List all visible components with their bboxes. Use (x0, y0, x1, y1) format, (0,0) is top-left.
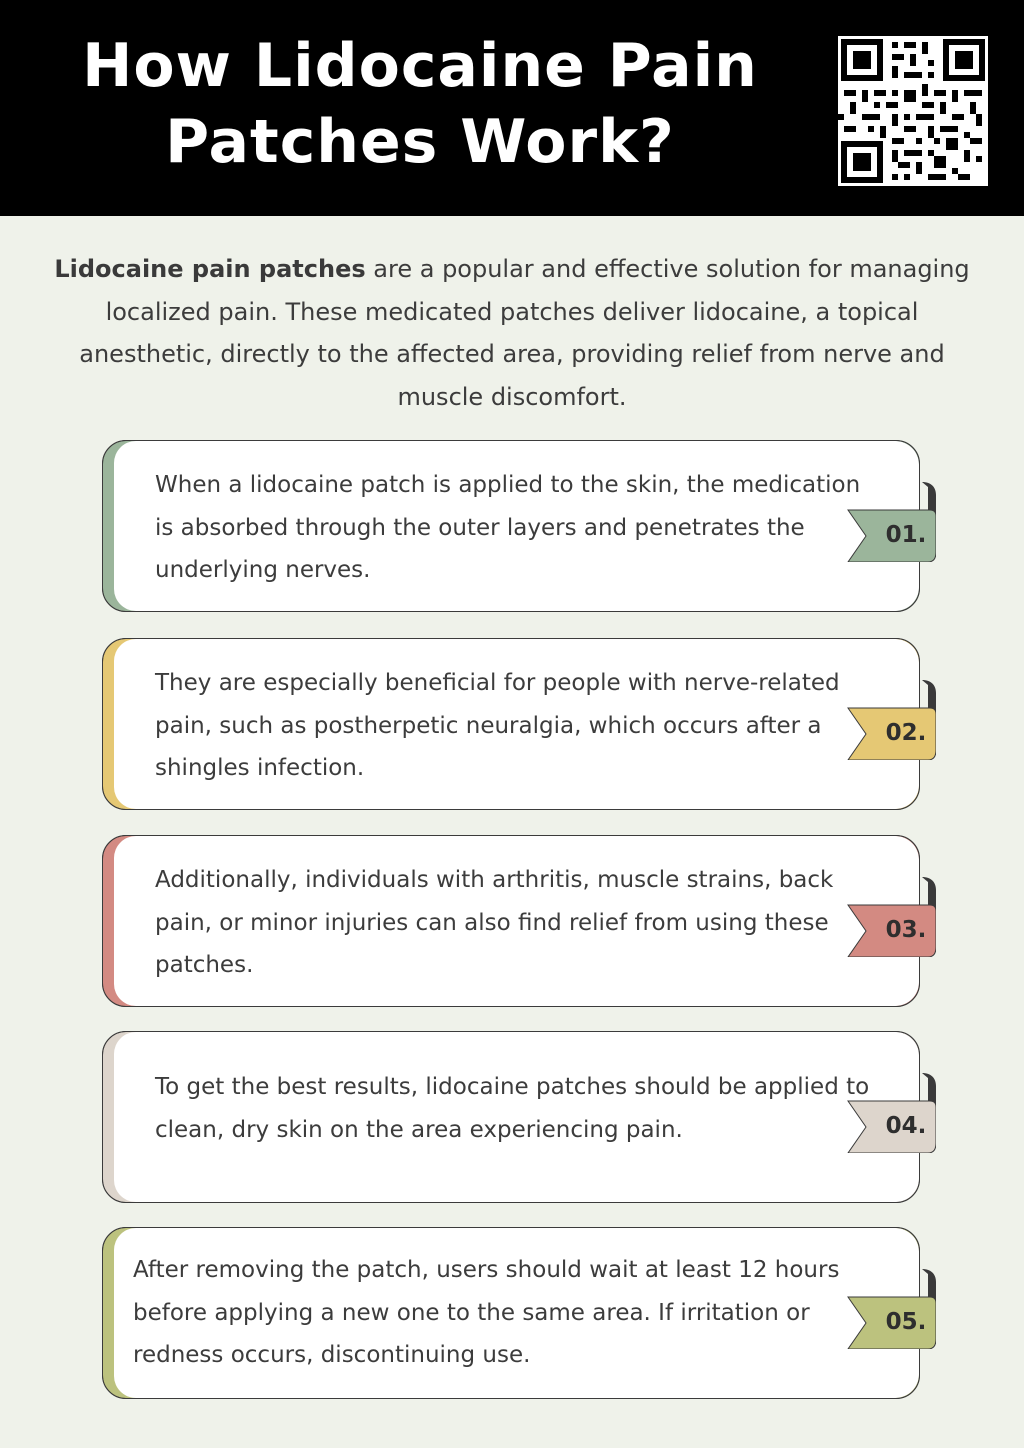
step-card-2 (102, 638, 927, 810)
page-title: How Lidocaine Pain Patches Work? (82, 31, 758, 177)
step-card-4 (102, 1031, 927, 1203)
step-text: When a lidocaine patch is applied to the skin, the medication is absorbed through the outer layers and penetrates the underlying nerves. (155, 472, 861, 583)
step-number: 02. (885, 720, 927, 746)
step-number-tab (846, 1073, 936, 1153)
step-card-5 (102, 1227, 927, 1399)
step-card-1 (102, 440, 927, 612)
intro-paragraph (36, 248, 988, 418)
step-number: 04. (885, 1113, 927, 1139)
intro-text: are a popular and effective solution for managing localized pain. These medicated patches deliver lidocaine, a topical anesthetic, directly to the affected area, providing relief from nerve and muscle discomfort. (79, 255, 970, 411)
step-number: 03. (885, 917, 927, 943)
step-text: They are especially beneficial for people with nerve-related pain, such as postherpetic neuralgia, which occurs after a shingles infection. (155, 670, 840, 781)
step-text: To get the best results, lidocaine patches should be applied to clean, dry skin on the area experiencing pain. (155, 1074, 870, 1143)
step-number: 01. (885, 522, 927, 548)
step-number-tab (846, 877, 936, 957)
step-text: Additionally, individuals with arthritis, muscle strains, back pain, or minor injuries can also find relief from using these patches. (155, 867, 834, 978)
header-banner (0, 0, 1024, 216)
step-number-tab (846, 482, 936, 562)
qr-code-icon (838, 36, 988, 186)
step-number-tab (846, 680, 936, 760)
step-text: After removing the patch, users should wait at least 12 hours before applying a new one to the same area. If irritation or redness occurs, discontinuing use. (133, 1257, 840, 1368)
step-number-tab (846, 1269, 936, 1349)
step-number: 05. (885, 1309, 927, 1335)
intro-bold-text: Lidocaine pain patches (54, 255, 366, 283)
step-card-3 (102, 835, 927, 1007)
